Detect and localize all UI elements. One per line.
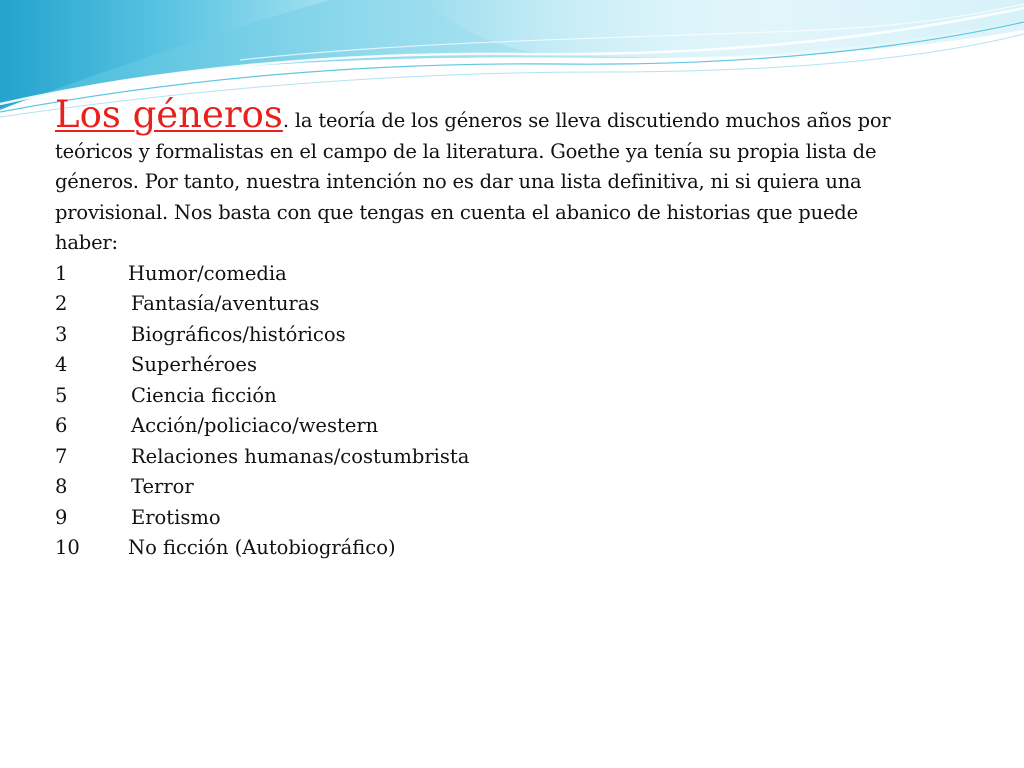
genre-list [55,259,915,564]
list-item-label: Fantasía/aventuras [131,292,320,315]
list-item-label: Ciencia ficción [131,383,277,407]
slide-title: Los géneros [55,93,283,136]
list-item [55,381,915,412]
intro-paragraph [55,93,915,259]
list-item-label: Acción/policiaco/western [131,414,379,437]
intro-text: . la teoría de los géneros se lleva discutiendo muchos años por teóricos y formalistas en el campo de la literatura. Goethe ya tenía su propia lista de géneros. Por tanto, nuestra intención no es dar una lista definitiva, ni si quiera una provisional. Nos basta con que tengas en cuenta el abanico de historias que puede haber: [55,109,891,254]
slide-content [55,93,915,564]
list-item [55,289,915,320]
list-item [55,533,915,564]
list-item-number: 1 [55,261,68,285]
list-item [55,350,915,381]
list-item [55,411,915,442]
list-item [55,259,915,290]
list-item-label: No ficción (Autobiográfico) [128,536,396,559]
list-item-label: Humor/comedia [128,261,287,285]
list-item-label: Terror [131,475,194,498]
list-item [55,472,915,503]
list-item-number: 9 [55,505,68,529]
list-item-number: 2 [55,292,68,315]
list-item-label: Erotismo [131,505,221,529]
list-item [55,320,915,351]
list-item-label: Biográficos/históricos [131,322,346,346]
list-item-label: Relaciones humanas/costumbrista [131,444,470,468]
list-item-number: 3 [55,322,68,346]
list-item-number: 4 [55,353,68,376]
list-item [55,503,915,534]
list-item-number: 10 [55,536,80,559]
list-item-label: Superhéroes [131,353,257,376]
list-item [55,442,915,473]
list-item-number: 7 [55,444,68,468]
list-item-number: 8 [55,475,68,498]
list-item-number: 5 [55,383,68,407]
list-item-number: 6 [55,414,68,437]
